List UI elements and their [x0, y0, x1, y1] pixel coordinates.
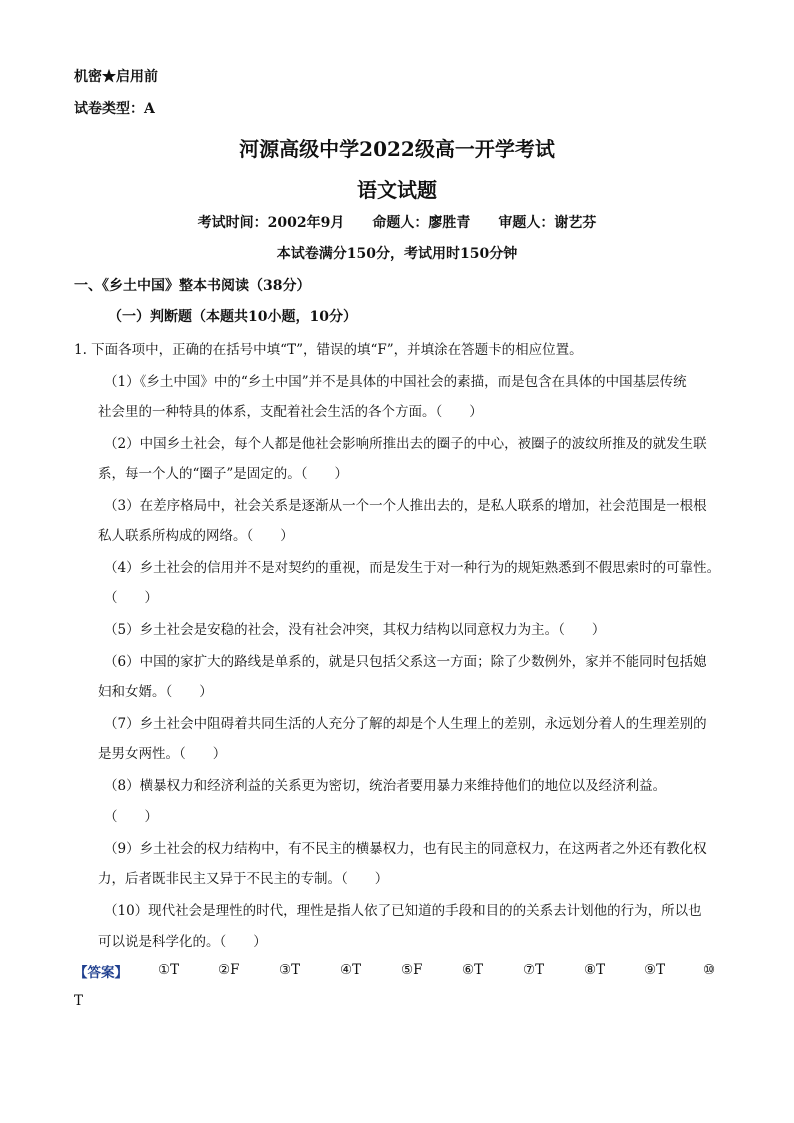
question-line: （10）现代社会是理性的时代，理性是指人依了已知道的手段和目的的关系去计划他的行为，所以也	[104, 903, 702, 919]
question-line: （2）中国乡土社会，每个人都是他社会影响所推出去的圈子的中心，被圈子的波纹所推及的就发生联	[104, 436, 707, 452]
section-heading: 一、《乡土中国》整本书阅读（38分）	[74, 278, 311, 294]
answer-item-wrap: T	[74, 993, 84, 1009]
question-line: （6）中国的家扩大的路线是单系的，就是只包括父系这一方面；除了少数例外，家并不能同时包括媳	[104, 654, 707, 670]
confidential-label: 机密★启用前	[74, 69, 158, 85]
answer-item: ⑨T	[644, 962, 666, 978]
question-line: （8）横暴权力和经济利益的关系更为密切，统治者要用暴力来维持他们的地位以及经济利益。	[104, 778, 667, 794]
answer-item: ④T	[340, 962, 362, 978]
question-line: （ ）	[104, 809, 158, 825]
answer-item: ①T	[158, 962, 180, 978]
answer-label: 【答案】	[74, 965, 128, 981]
answer-item: ③T	[279, 962, 301, 978]
exam-subtitle: 语文试题	[357, 178, 437, 202]
question-line: （4）乡土社会的信用并不是对契约的重视，而是发生于对一种行为的规矩熟悉到不假思索时的可靠性。	[104, 560, 721, 576]
exam-title: 河源高级中学2022级高一开学考试	[239, 137, 555, 161]
question-line: 社会里的一种特具的体系，支配着社会生活的各个方面。（ ）	[98, 404, 483, 420]
question-line: （5）乡土社会是安稳的社会，没有社会冲突，其权力结构以同意权力为主。（ ）	[104, 622, 606, 638]
question-line: 是男女两性。（ ）	[98, 746, 227, 762]
answer-item: ⑥T	[462, 962, 484, 978]
question-line: （9）乡土社会的权力结构中，有不民主的横暴权力，也有民主的同意权力，在这两者之外还有教化权	[104, 841, 707, 857]
question-line: （7）乡土社会中阻碍着共同生活的人充分了解的却是个人生理上的差别，永远划分着人的生理差别的	[104, 716, 707, 732]
exam-score-line: 本试卷满分150分，考试用时150分钟	[276, 246, 518, 262]
answer-item: ⑧T	[584, 962, 606, 978]
answer-item: ⑦T	[523, 962, 545, 978]
answer-item: ②F	[218, 962, 240, 978]
section-subheading: （一）判断题（本题共10小题，10分）	[108, 309, 357, 325]
question-line: 可以说是科学化的。（ ）	[98, 934, 267, 950]
question-stem: 1. 下面各项中，正确的在括号中填“T”，错误的填“F”，并填涂在答题卡的相应位置。	[74, 342, 583, 358]
answer-item: ⑤F	[401, 962, 423, 978]
exam-info-line: 考试时间：2002年9月 命题人：廖胜青 审题人：谢艺芬	[197, 215, 597, 231]
question-line: 系，每一个人的“圈子”是固定的。（ ）	[98, 466, 349, 482]
question-line: 私人联系所构成的网络。（ ）	[98, 528, 294, 544]
question-line: （3）在差序格局中，社会关系是逐渐从一个一个人推出去的，是私人联系的增加，社会范围是一根根	[104, 498, 707, 514]
question-line: 妇和女婿。（ ）	[98, 684, 213, 700]
answer-item: ⑩	[703, 962, 716, 978]
question-line: 力，后者既非民主又异于不民主的专制。（ ）	[98, 871, 389, 887]
paper-type-label: 试卷类型：A	[74, 101, 155, 117]
question-line: （1）《乡土中国》中的“乡土中国”并不是具体的中国社会的素描，而是包含在具体的中国基层传统	[104, 374, 687, 390]
question-line: （ ）	[104, 590, 158, 606]
